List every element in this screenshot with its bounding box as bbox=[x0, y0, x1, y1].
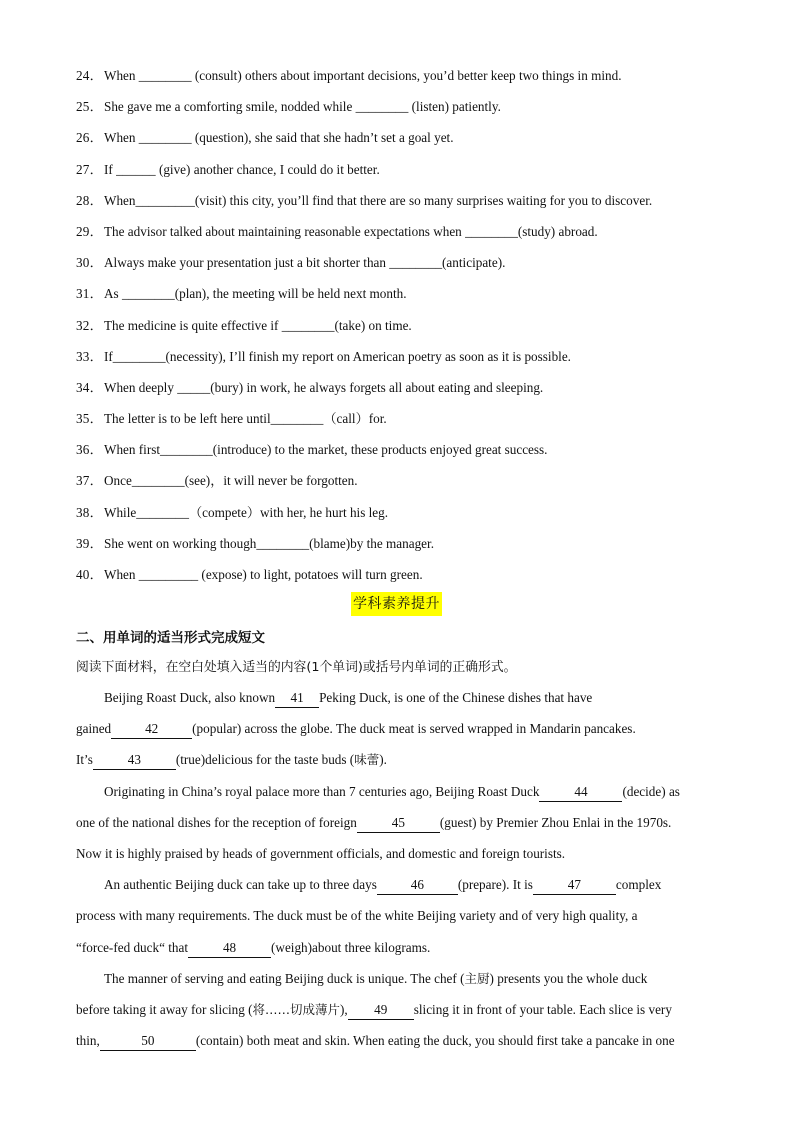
passage-cn-note: 主厨 bbox=[464, 970, 490, 986]
question-text: If ______ (give) another chance, I could do it better. bbox=[104, 161, 380, 177]
question-number: 40． bbox=[76, 567, 103, 582]
question-text: Once________(see)，it will never be forgotten. bbox=[104, 473, 358, 489]
section-title: 二、用单词的适当形式完成短文 bbox=[76, 630, 265, 646]
passage-text: process with many requirements. The duck must be of the white Beijing variety and of very high quality, a bbox=[76, 908, 638, 924]
question-item bbox=[76, 158, 756, 189]
passage-line bbox=[76, 873, 716, 904]
question-text: When ________ (question), she said that she hadn’t set a goal yet. bbox=[104, 130, 454, 146]
question-item bbox=[76, 126, 756, 157]
question-number: 38． bbox=[76, 504, 103, 520]
instruction-text: 阅读下面材料，在空白处填入适当的内容(1个单词)或括号内单词的正确形式。 bbox=[76, 660, 517, 675]
passage-text: complex bbox=[615, 877, 662, 893]
question-text: When first________(introduce) to the market, these products enjoyed great success. bbox=[104, 442, 548, 458]
passage-line bbox=[76, 842, 716, 873]
passage-text: (contain) both meat and skin. When eating the duck, you should first take a pancake in one bbox=[195, 1033, 675, 1049]
question-text: When ________ (consult) others about important decisions, you’d better keep two things in mind. bbox=[104, 68, 622, 83]
passage-line bbox=[76, 748, 716, 779]
passage-text: Originating in China’s royal palace more than 7 centuries ago, Beijing Roast Duck bbox=[104, 783, 540, 799]
passage-line bbox=[76, 1029, 716, 1060]
passage-text: (popular) across the globe. The duck meat is served wrapped in Mandarin pancakes. bbox=[192, 721, 636, 737]
question-number: 24． bbox=[76, 68, 103, 83]
passage-line bbox=[76, 904, 716, 935]
question-text: The letter is to be left here until________（call）for. bbox=[104, 411, 387, 427]
passage-line bbox=[76, 780, 716, 811]
question-item bbox=[76, 501, 756, 532]
blank-42[interactable]: 42 bbox=[111, 720, 192, 739]
question-number: 32． bbox=[76, 317, 103, 333]
passage-text: Peking Duck, is one of the Chinese dishes that have bbox=[319, 690, 593, 705]
question-number: 31． bbox=[76, 286, 103, 302]
question-text: While________（compete）with her, he hurt his leg. bbox=[104, 504, 389, 520]
question-text: Always make your presentation just a bit shorter than ________(anticipate). bbox=[104, 255, 506, 271]
blank-48[interactable]: 48 bbox=[188, 939, 271, 958]
question-item bbox=[76, 95, 756, 126]
question-item bbox=[76, 64, 756, 95]
passage-text: slicing it in front of your table. Each slice is very bbox=[413, 1001, 672, 1017]
passage-text: “force-fed duck“ that bbox=[76, 939, 189, 955]
passage-text: before taking it away for slicing ( bbox=[76, 1001, 253, 1017]
passage-line bbox=[76, 811, 716, 842]
question-number: 27． bbox=[76, 161, 103, 177]
blank-45[interactable]: 45 bbox=[357, 814, 440, 833]
passage-text: ). bbox=[379, 752, 387, 768]
question-text: When deeply _____(bury) in work, he always forgets all about eating and sleeping. bbox=[104, 379, 544, 395]
question-text: As ________(plan), the meeting will be held next month. bbox=[104, 286, 407, 302]
blank-43[interactable]: 43 bbox=[93, 751, 176, 770]
reading-passage bbox=[76, 686, 716, 1060]
question-text: The advisor talked about maintaining reasonable expectations when ________(study) abroad. bbox=[104, 223, 598, 239]
question-number: 33． bbox=[76, 348, 103, 364]
question-item bbox=[76, 314, 756, 345]
question-number: 37． bbox=[76, 473, 103, 489]
passage-text: (guest) by Premier Zhou Enlai in the 1970s. bbox=[439, 814, 672, 830]
passage-line bbox=[76, 967, 716, 998]
question-number: 36． bbox=[76, 442, 103, 458]
passage-text: (decide) as bbox=[622, 783, 680, 799]
question-text: The medicine is quite effective if ________(take) on time. bbox=[104, 317, 412, 333]
passage-text: Beijing Roast Duck, also known bbox=[104, 690, 276, 705]
blank-46[interactable]: 46 bbox=[377, 876, 458, 895]
question-text: When _________ (expose) to light, potatoes will turn green. bbox=[104, 567, 423, 582]
question-item bbox=[76, 563, 756, 594]
blank-47[interactable]: 47 bbox=[533, 876, 616, 895]
question-text: When_________(visit) this city, you’ll find that there are so many surprises waiting for you to discover. bbox=[104, 192, 653, 208]
passage-text: (true)delicious for the taste buds ( bbox=[175, 752, 355, 768]
banner-text: 学科素养提升 bbox=[351, 592, 442, 616]
passage-line bbox=[76, 686, 716, 717]
question-item bbox=[76, 220, 756, 251]
question-item bbox=[76, 345, 756, 376]
passage-text: An authentic Beijing duck can take up to three days bbox=[104, 877, 377, 893]
question-number: 26． bbox=[76, 130, 103, 146]
question-number: 34． bbox=[76, 379, 103, 395]
passage-text: gained bbox=[76, 721, 112, 737]
question-item bbox=[76, 189, 756, 220]
question-text: She went on working though________(blame)by the manager. bbox=[104, 535, 434, 551]
passage-text: (prepare). It is bbox=[457, 877, 533, 893]
passage-text: Now it is highly praised by heads of government officials, and domestic and foreign tourists. bbox=[76, 845, 566, 861]
blank-50[interactable]: 50 bbox=[100, 1032, 196, 1051]
passage-text: The manner of serving and eating Beijing duck is unique. The chef ( bbox=[104, 970, 465, 986]
passage-text: It’s bbox=[76, 752, 93, 768]
section-banner bbox=[0, 592, 793, 616]
question-item bbox=[76, 532, 756, 563]
passage-line bbox=[76, 998, 716, 1029]
question-text: She gave me a comforting smile, nodded while ________ (listen) patiently. bbox=[104, 99, 501, 115]
question-number: 29． bbox=[76, 223, 103, 239]
question-item bbox=[76, 282, 756, 313]
passage-cn-note: 将……切成薄片 bbox=[252, 1001, 341, 1017]
question-number: 28． bbox=[76, 192, 103, 208]
question-item bbox=[76, 251, 756, 282]
question-item bbox=[76, 438, 756, 469]
blank-44[interactable]: 44 bbox=[539, 783, 622, 802]
passage-text: thin, bbox=[76, 1033, 100, 1049]
question-item bbox=[76, 469, 756, 500]
passage-text: ), bbox=[340, 1001, 348, 1017]
passage-line bbox=[76, 936, 716, 967]
question-number: 35． bbox=[76, 411, 103, 427]
blank-41[interactable]: 41 bbox=[275, 689, 319, 708]
question-item bbox=[76, 407, 756, 438]
question-list bbox=[76, 64, 756, 594]
question-item bbox=[76, 376, 756, 407]
passage-text: (weigh)about three kilograms. bbox=[271, 939, 431, 955]
question-text: If________(necessity), I’ll finish my report on American poetry as soon as it is possible. bbox=[104, 348, 571, 364]
blank-49[interactable]: 49 bbox=[348, 1001, 414, 1020]
question-number: 30． bbox=[76, 255, 103, 271]
passage-line bbox=[76, 717, 716, 748]
question-number: 39． bbox=[76, 535, 103, 551]
passage-cn-note: 味蕾 bbox=[354, 752, 380, 768]
passage-text: one of the national dishes for the reception of foreign bbox=[76, 814, 357, 830]
passage-text: ) presents you the whole duck bbox=[489, 970, 648, 986]
question-number: 25． bbox=[76, 99, 103, 115]
